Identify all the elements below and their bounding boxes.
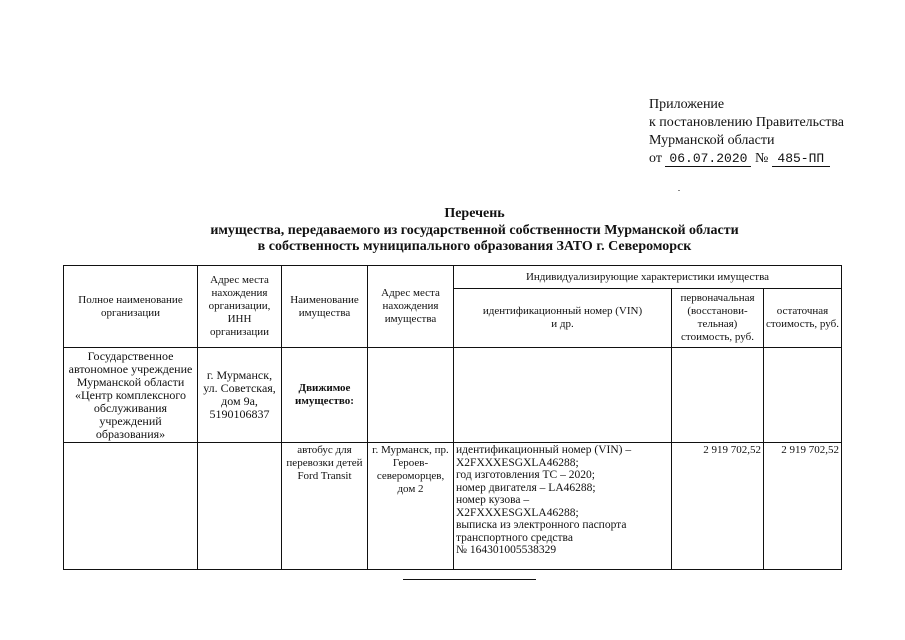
empty-cell: [764, 348, 842, 443]
scan-speck: [678, 190, 680, 191]
document-subtitle-line1: имущества, передаваемого из государственной собственности Мурманской области: [210, 223, 739, 238]
table-row: [64, 443, 842, 570]
number-prefix: №: [754, 151, 769, 166]
header-org-address: Адрес места нахождения организации, ИНН организации: [198, 266, 282, 348]
header-property-name: Наименование имущества: [282, 266, 368, 348]
document-subtitle-line2: в собственность муниципального образования ЗАТО г. Североморск: [257, 239, 692, 254]
empty-cell: [64, 443, 198, 570]
initial-cost-cell: 2 919 702,52: [672, 443, 764, 570]
decree-number: 485-ПП: [772, 152, 830, 167]
empty-cell: [672, 348, 764, 443]
document-title: Перечень: [444, 206, 505, 221]
table-row: [64, 348, 842, 443]
property-category-cell: Движимое имущество:: [282, 348, 368, 443]
vin-details-cell: идентификационный номер (VIN) – X2FXXXESGXLA46288; год изготовления ТС – 2020; номер двигателя – LA46288; номер кузова – X2FXXXESGXLA46288; выписка из электронного паспорта транспортного средства № 164301005538329: [454, 443, 672, 570]
residual-cost-cell: 2 919 702,52: [764, 443, 842, 570]
decree-date: 06.07.2020: [665, 152, 751, 167]
header-initial-cost: первоначальная (восстанови-тельная) стоимость, руб.: [672, 289, 764, 348]
header-row: [64, 266, 842, 289]
empty-cell: [368, 348, 454, 443]
empty-cell: [454, 348, 672, 443]
appendix-reference: к постановлению Правительства: [649, 115, 845, 130]
appendix-block: [649, 96, 844, 168]
appendix-region: Мурманской области: [649, 133, 775, 148]
date-prefix: от: [649, 151, 662, 166]
org-name-cell: Государственное автономное учреждение Мурманской области «Центр комплексного обслуживания учреждений образования»: [64, 348, 198, 443]
header-characteristics: Индивидуализирующие характеристики имущества: [454, 266, 842, 289]
org-address-cell: г. Мурманск, ул. Советская, дом 9а, 5190106837: [198, 348, 282, 443]
header-org: Полное наименование организации: [64, 266, 198, 348]
appendix-date-line: [649, 150, 844, 168]
header-property-address: Адрес места нахождения имущества: [368, 266, 454, 348]
header-residual-cost: остаточная стоимость, руб.: [764, 289, 842, 348]
property-name-cell: автобус для перевозки детей Ford Transit: [282, 443, 368, 570]
header-vin: идентификационный номер (VIN) и др.: [454, 289, 672, 348]
property-address-cell: г. Мурманск, пр. Героев-североморцев, дом 2: [368, 443, 454, 570]
closing-line: [403, 579, 536, 580]
appendix-title: Приложение: [649, 97, 725, 112]
property-table: [63, 265, 842, 570]
empty-cell: [198, 443, 282, 570]
